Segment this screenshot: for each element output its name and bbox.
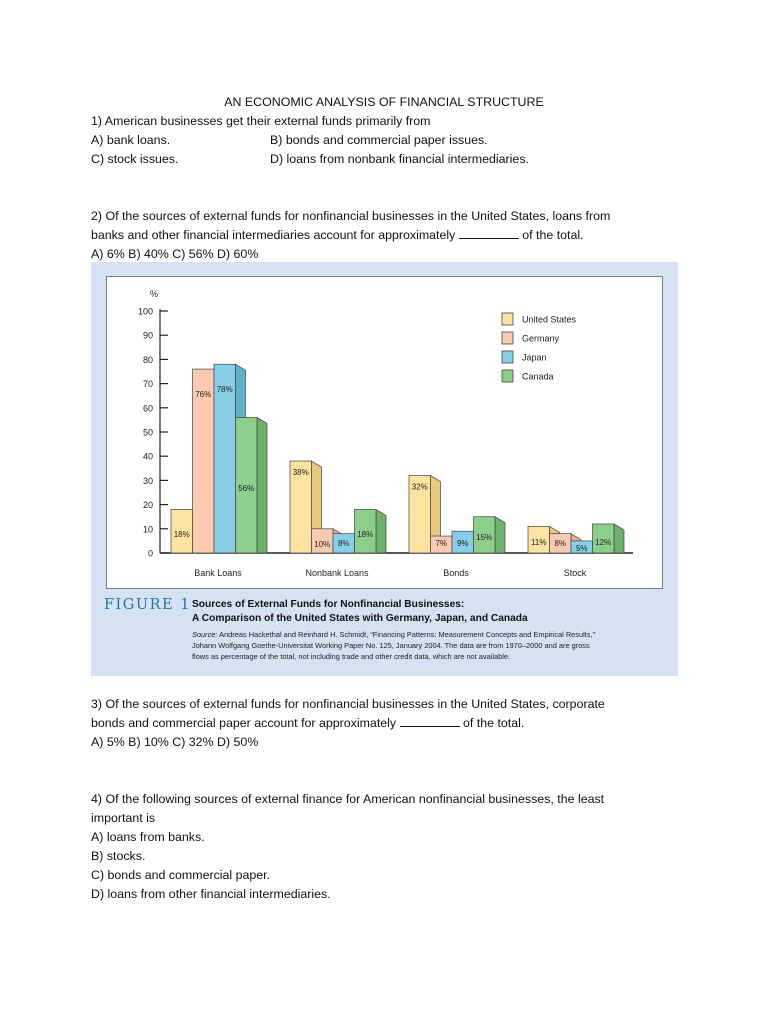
bar-side — [257, 417, 267, 553]
figure-source-line-3: flows as percentage of the total, not including trade and other credit data, which are not available. — [192, 652, 510, 661]
question-2-options: A) 6% B) 40% C) 56% D) 60% — [91, 247, 259, 261]
legend-swatch — [502, 370, 513, 382]
data-label: 10% — [314, 540, 331, 549]
question-4-line-1: 4) Of the following sources of external finance for American nonfinancial businesses, the least — [91, 792, 605, 806]
question-1-option-b: B) bonds and commercial paper issues. — [270, 133, 488, 147]
question-1-option-c: C) stock issues. — [91, 152, 179, 166]
question-1-stem: 1) American businesses get their external funds primarily from — [91, 114, 431, 128]
question-4-line-2: important is — [91, 811, 156, 825]
question-1-option-d: D) loans from nonbank financial intermediaries. — [270, 152, 529, 166]
document-title: AN ECONOMIC ANALYSIS OF FINANCIAL STRUCTURE — [224, 95, 544, 109]
question-3-line-2-end: of the total. — [463, 716, 525, 730]
question-2-line-2-start: banks and other financial intermediaries account for approximately — [91, 228, 456, 242]
data-label: 8% — [337, 539, 350, 548]
data-label: 76% — [195, 390, 212, 400]
bar-side — [614, 524, 624, 553]
answer-blank — [400, 715, 460, 727]
question-4-option-c: C) bonds and commercial paper. — [91, 868, 271, 882]
figure-title-line-1: Sources of External Funds for Nonfinancial Businesses: — [192, 599, 465, 610]
y-tick-label: 40 — [142, 451, 153, 462]
bar-side — [495, 517, 505, 553]
legend-label: United States — [522, 314, 577, 325]
y-tick-label: 100 — [137, 306, 153, 317]
question-3-line-1: 3) Of the sources of external funds for nonfinancial businesses in the United States, corporate — [91, 697, 605, 711]
question-2-line-2-end: of the total. — [522, 228, 584, 242]
y-tick-label: 70 — [142, 379, 153, 390]
category-label: Bonds — [443, 568, 469, 578]
legend-swatch — [502, 351, 513, 363]
question-4-option-d: D) loans from other financial intermediaries. — [91, 887, 331, 901]
y-tick-label: 80 — [142, 354, 153, 365]
data-label: 7% — [435, 539, 448, 548]
question-4-option-a: A) loans from banks. — [91, 830, 205, 844]
data-label: 18% — [357, 530, 374, 539]
question-3-line-2-start: bonds and commercial paper account for approximately — [91, 716, 397, 730]
data-label: 5% — [575, 544, 588, 553]
category-label: Bank Loans — [194, 568, 242, 578]
figure-source-line-1 — [192, 630, 595, 641]
legend-label: Canada — [522, 371, 554, 382]
question-4-option-b: B) stocks. — [91, 849, 146, 863]
data-label: 12% — [595, 538, 612, 547]
data-label: 15% — [476, 533, 493, 542]
figure-source-label: Source: — [192, 630, 218, 639]
question-3-options: A) 5% B) 10% C) 32% D) 50% — [91, 735, 259, 749]
category-label: Stock — [563, 568, 587, 578]
y-axis-unit-label: % — [149, 289, 159, 299]
data-label: 78% — [216, 385, 233, 395]
figure-label: FIGURE 1 — [104, 597, 191, 613]
question-3-line-2 — [91, 714, 524, 733]
data-label: 38% — [292, 468, 309, 478]
figure-title-line-2: A Comparison of the United States with Germany, Japan, and Canada — [192, 613, 528, 624]
question-2-line-1: 2) Of the sources of external funds for nonfinancial businesses in the United States, loans from — [91, 209, 611, 223]
y-tick-label: 90 — [142, 330, 153, 341]
y-tick-label: 10 — [142, 524, 153, 535]
legend-swatch — [502, 313, 513, 325]
y-tick-label: 20 — [142, 500, 153, 511]
figure-source-text-1: Andreas Hackethal and Reinhard H. Schmidt, “Financing Patterns: Measurement Concepts and Empirical Results,” — [219, 630, 596, 639]
bar-side — [376, 509, 386, 553]
data-label: 11% — [531, 538, 547, 547]
data-label: 32% — [411, 482, 428, 492]
question-1-option-a: A) bank loans. — [91, 133, 171, 147]
legend-label: Germany — [522, 333, 560, 344]
y-tick-label: 30 — [142, 475, 153, 486]
data-label: 9% — [456, 539, 469, 548]
data-label: 18% — [173, 530, 190, 539]
legend-swatch — [502, 332, 513, 344]
category-label: Nonbank Loans — [305, 568, 369, 578]
y-tick-label: 50 — [142, 427, 153, 438]
y-tick-label: 0 — [147, 548, 153, 559]
y-tick-label: 60 — [142, 403, 153, 414]
legend-label: Japan — [522, 352, 547, 363]
figure-source-line-2: Johann Wolfgang Goethe-Universitat Working Paper No. 125, January 2004. The data are from 1970–2000 and are gross — [192, 641, 590, 650]
data-label: 56% — [238, 484, 255, 493]
data-label: 8% — [554, 539, 567, 548]
